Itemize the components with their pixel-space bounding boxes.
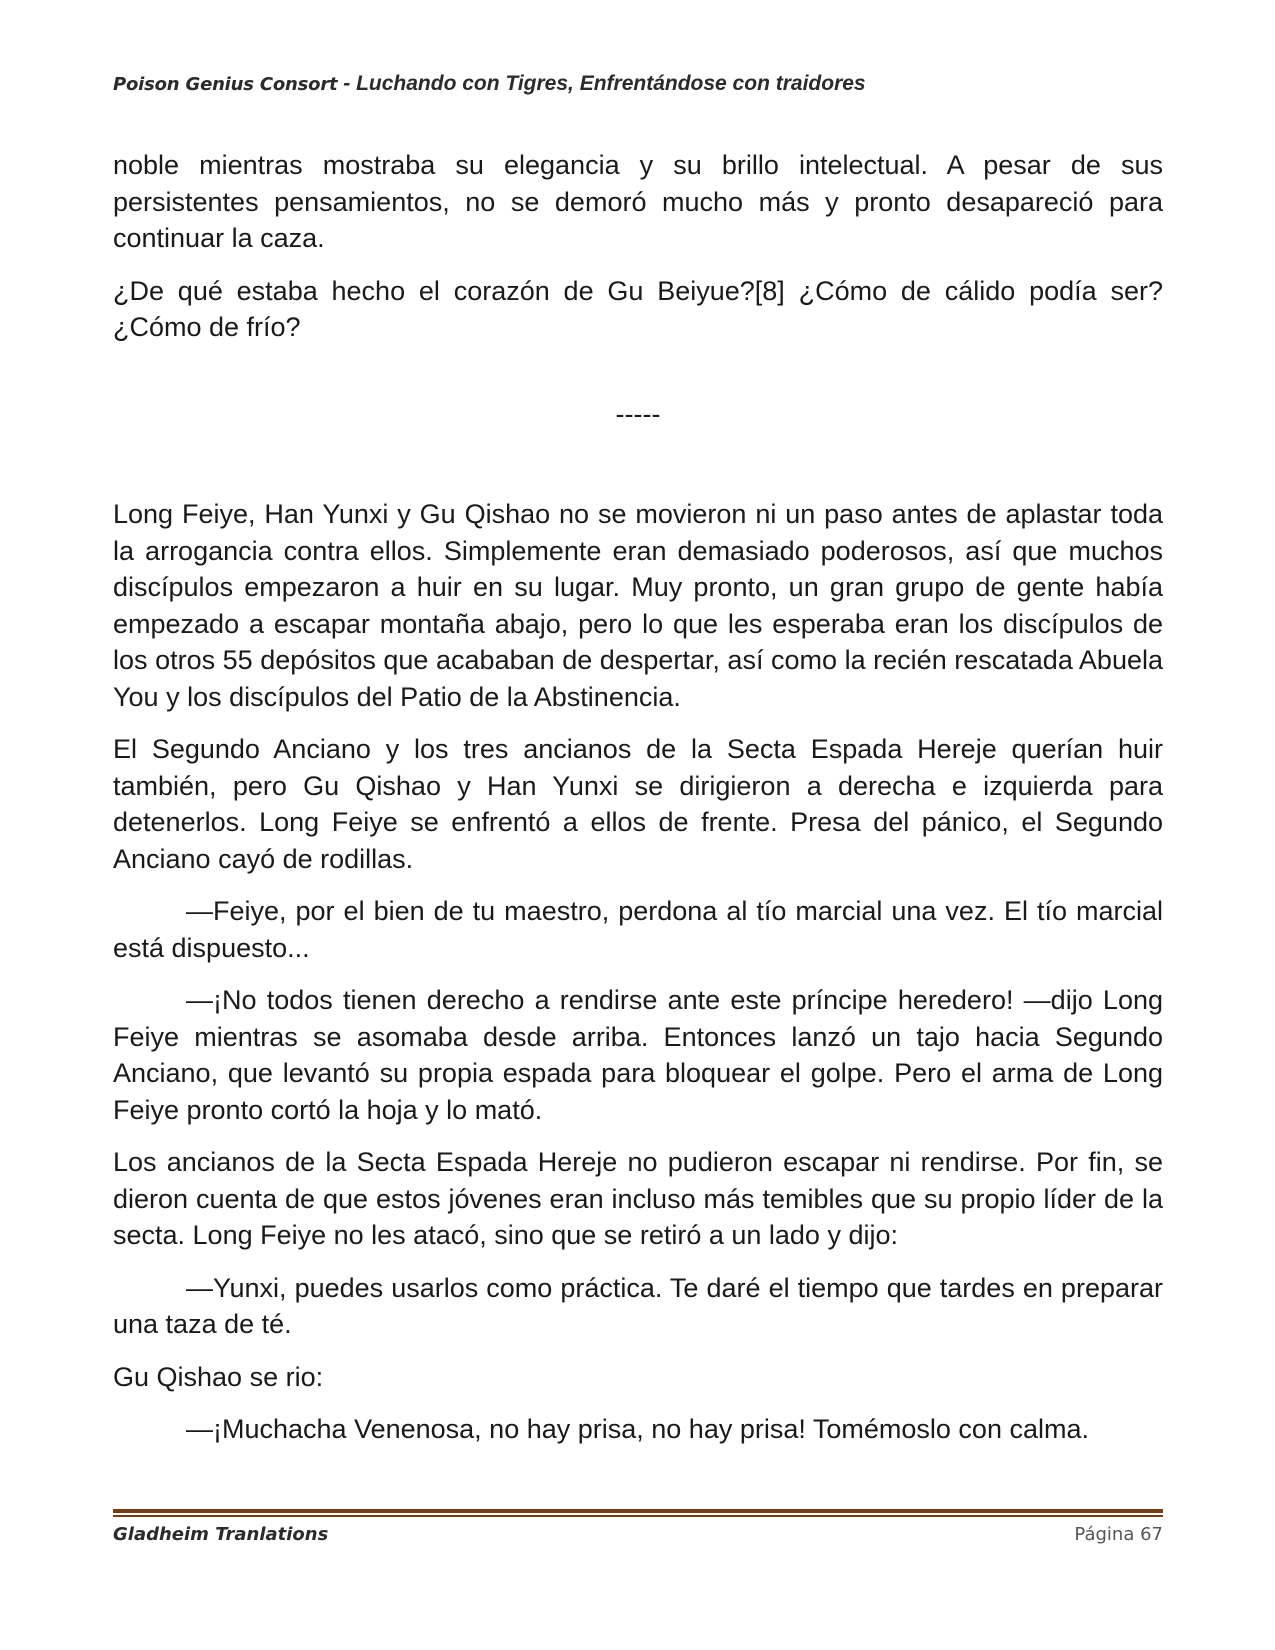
header-chapter-title: - Luchando con Tigres, Enfrentándose con traidores — [337, 72, 866, 95]
paragraph-1: noble mientras mostraba su elegancia y su brillo intelectual. A pesar de sus persistentes pensamientos, no se demoró mucho más y pronto desapareció para continuar la caza. — [113, 150, 1163, 253]
dialogue-paragraph-5: —Feiye, por el bien de tu maestro, perdona al tío marcial una vez. El tío marcial está dispuesto... — [113, 896, 1163, 963]
page-body — [113, 147, 1163, 1464]
footer-divider — [113, 1509, 1163, 1517]
dialogue-paragraph-6: —¡No todos tienen derecho a rendirse ante este príncipe heredero! —dijo Long Feiye mientras se asomaba desde arriba. Entonces lanzó un tajo hacia Segundo Anciano, que levantó su propia espada para bloquear el golpe. Pero el arma de Long Feiye pronto cortó la hoja y lo mató. — [113, 985, 1163, 1125]
paragraph-2: ¿De qué estaba hecho el corazón de Gu Beiyue?[8] ¿Cómo de cálido podía ser? ¿Cómo de frío? — [113, 275, 1163, 342]
footer-publisher: Gladheim Tranlations — [113, 1524, 329, 1545]
paragraph-7: Los ancianos de la Secta Espada Hereje no pudieron escapar ni rendirse. Por fin, se dieron cuenta de que estos jóvenes eran incluso más temibles que su propio líder de la secta. Long Feiye no les atacó, sino que se retiró a un lado y dijo: — [113, 1147, 1163, 1250]
paragraph-4: El Segundo Anciano y los tres ancianos de la Secta Espada Hereje querían huir también, pero Gu Qishao y Han Yunxi se dirigieron a derecha e izquierda para detenerlos. Long Feiye se enfrentó a ellos de frente. Presa del pánico, el Segundo Anciano cayó de rodillas. — [113, 734, 1163, 874]
footer-divider-thin — [113, 1515, 1163, 1517]
running-header — [113, 72, 1163, 96]
page-number: Página 67 — [1074, 1524, 1163, 1545]
dialogue-paragraph-10: —¡Muchacha Venenosa, no hay prisa, no hay prisa! Tomémoslo con calma. — [186, 1414, 1089, 1444]
paragraph-9: Gu Qishao se rio: — [113, 1361, 324, 1392]
footer-divider-thick — [113, 1509, 1163, 1513]
dialogue-paragraph-8: —Yunxi, puedes usarlos como práctica. Te daré el tiempo que tardes en preparar una taza de té. — [113, 1272, 1163, 1339]
section-separator: ----- — [615, 398, 661, 429]
header-book-title: Poison Genius Consort — [113, 74, 338, 95]
paragraph-3: Long Feiye, Han Yunxi y Gu Qishao no se movieron ni un paso antes de aplastar toda la arrogancia contra ellos. Simplemente eran demasiado poderosos, así que muchos discípulos empezaron a huir en su lugar. Muy pronto, un gran grupo de gente había empezado a escapar montaña abajo, pero lo que les esperaba eran los discípulos de los otros 55 depósitos que acababan de despertar, así como la recién rescatada Abuela You y los discípulos del Patio de la Abstinencia. — [113, 499, 1163, 712]
